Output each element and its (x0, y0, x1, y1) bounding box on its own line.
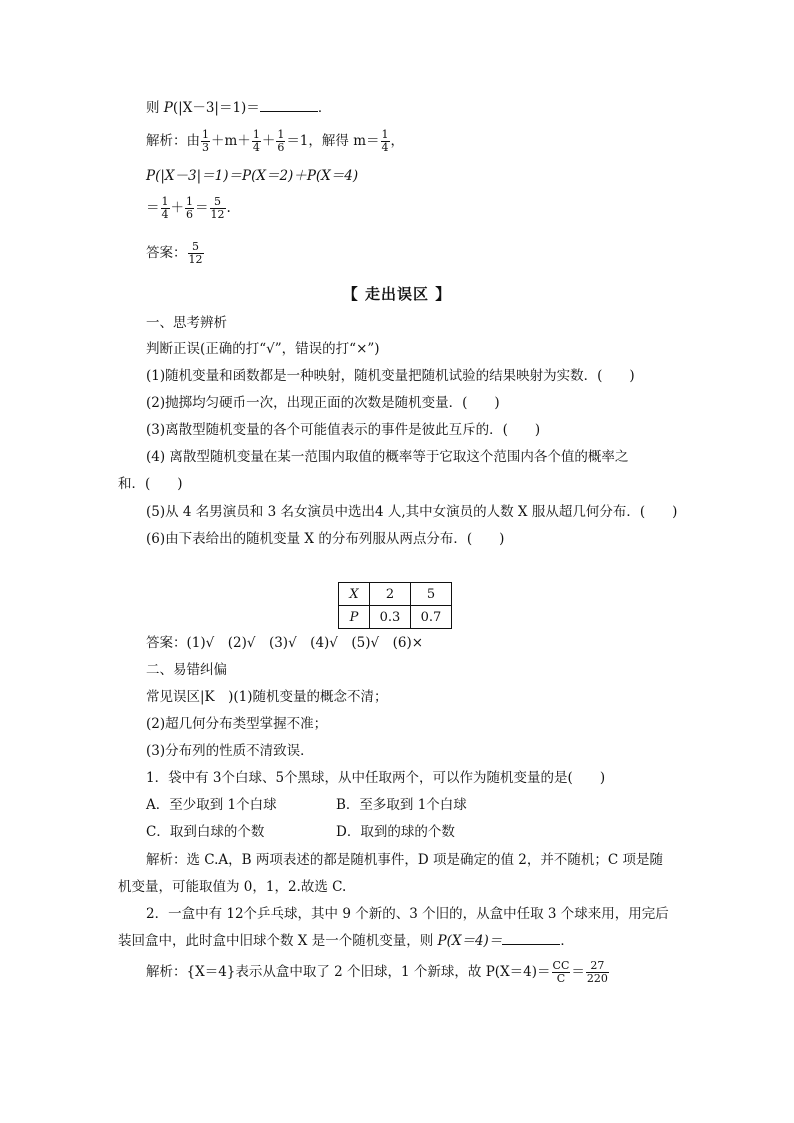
text: ＝ (146, 200, 160, 216)
table-cell: X (339, 583, 370, 606)
solution-line-1 (146, 126, 404, 156)
problem-tail (146, 99, 331, 117)
table-cell: 0.7 (411, 606, 452, 629)
text: 由 (186, 133, 200, 149)
mistake-item: 常见误区|K )(1)随机变量的概念不清； (146, 689, 388, 705)
option-c: C．取到白球的个数 (146, 824, 265, 840)
answer-blank (260, 99, 318, 112)
text: ＋m＋ (211, 133, 251, 149)
numerator: 5 (214, 195, 221, 208)
section-title: 【 走出误区 】 (342, 285, 452, 303)
part1-intro: 判断正误(正确的打“√”，错误的打“×”) (146, 341, 380, 357)
judgment-item: (6)由下表给出的随机变量 X 的分布列服从两点分布．( ) (146, 531, 505, 547)
text: 则 (146, 100, 164, 116)
denominator: 12 (188, 253, 203, 266)
solution-text-continued: 机变量，可能取值为 0，1，2.故选 C. (118, 879, 347, 895)
part1-heading: 一、思考辨析 (146, 315, 227, 331)
table-cell: P (339, 606, 370, 629)
text: . (226, 200, 231, 216)
judgment-item-continued: 和．( ) (118, 476, 183, 492)
fraction (185, 196, 194, 221)
mistake-item: (2)超几何分布类型掌握不准； (146, 716, 328, 732)
table-row (339, 606, 452, 629)
part2-heading: 二、易错纠偏 (146, 662, 227, 678)
fraction (188, 241, 204, 266)
answer-line: 答案：(1)√ (2)√ (3)√ (4)√ (5)√ (6)× (146, 635, 424, 651)
fraction (210, 196, 226, 221)
denominator: 4 (252, 141, 260, 154)
fraction (381, 129, 390, 154)
text: P (163, 100, 173, 116)
judgment-item: (5)从 4 名男演员和 3 名女演员中选出4 人,其中女演员的人数 X 服从超几何分布．( ) (146, 504, 678, 520)
question-stem: 1．袋中有 3个白球、5个黑球，从中任取两个，可以作为随机变量的是( ) (146, 770, 606, 786)
fraction (252, 129, 261, 154)
judgment-item: (3)离散型随机变量的各个可能值表示的事件是彼此互斥的．( ) (146, 422, 541, 438)
judgment-item: (1)随机变量和函数都是一种映射，随机变量把随机试验的结果映射为实数．( ) (146, 368, 635, 384)
fraction (586, 960, 609, 985)
text: ＋ (261, 133, 276, 149)
denominator: 4 (161, 208, 169, 221)
denominator: 3 (202, 141, 209, 154)
numerator: 1 (161, 195, 169, 208)
option-b: B．至多取到 1个白球 (336, 797, 467, 813)
answer-label: 答案： (146, 245, 187, 261)
judgment-item: (4) 离散型随机变量在某一范围内取值的概率等于它取这个范围内各个值的概率之 (146, 449, 629, 465)
numerator: 1 (186, 195, 193, 208)
solution-line-2: P(|X－3|＝1)＝P(X＝2)＋P(X＝4) (146, 168, 359, 184)
text: P(X＝4)＝ (437, 933, 503, 949)
mistake-item: (3)分布列的性质不清致误． (146, 743, 314, 759)
numerator: 1 (381, 128, 389, 141)
table-cell: 2 (370, 583, 411, 606)
table-cell: 5 (411, 583, 452, 606)
numerator: 5 (192, 240, 199, 253)
judgment-item: (2)抛掷均匀硬币一次，出现正面的次数是随机变量．( ) (146, 395, 500, 411)
solution-text: 解析：选 C.A，B 两项表述的都是随机事件，D 项是确定的值 2，并不随机；C 项是随 (146, 852, 664, 868)
table-row (339, 583, 452, 606)
fraction (276, 129, 285, 154)
denominator: 4 (381, 141, 389, 154)
numerator: 27 (590, 959, 605, 972)
numerator: 1 (252, 128, 260, 141)
text: (|X－3|＝1)＝ (172, 100, 260, 116)
text: ＋ (170, 200, 184, 216)
numerator: 1 (202, 128, 209, 141)
text: ＝ (195, 200, 209, 216)
fraction (552, 960, 571, 985)
denominator: 6 (277, 141, 285, 154)
option-d: D．取到的球的个数 (336, 824, 455, 840)
denominator: 220 (586, 972, 608, 985)
text: ． (317, 100, 332, 116)
text: 装回盒中，此时盒中旧球个数 X 是一个随机变量，则 (118, 933, 438, 949)
question-stem-continued (118, 932, 574, 950)
denominator: 6 (186, 208, 193, 221)
text: ＝1，解得 m＝ (286, 133, 380, 149)
numerator: 1 (277, 128, 285, 141)
text: 解析：{X＝4}表示从盒中取了 2 个旧球，1 个新球，故 P(X＝4)＝ (146, 964, 551, 980)
fraction (161, 196, 170, 221)
denominator: C (552, 972, 571, 985)
answer-blank (502, 932, 560, 945)
answer-line (146, 238, 205, 268)
text: ． (560, 933, 574, 949)
text: ＝ (571, 964, 585, 980)
solution-line (146, 957, 610, 987)
denominator: 12 (210, 208, 225, 221)
question-stem: 2．一盒中有 12个乒乓球，其中 9 个新的、3 个旧的，从盒中任取 3 个球来用，用完后 (146, 906, 669, 922)
numerator: CC (552, 959, 570, 972)
solution-label: 解析： (146, 133, 187, 149)
fraction (201, 129, 210, 154)
option-a: A．至少取到 1个白球 (146, 797, 277, 813)
distribution-table (338, 582, 452, 629)
solution-line-3 (146, 193, 231, 223)
table-cell: 0.3 (370, 606, 411, 629)
text: ， (390, 133, 404, 149)
